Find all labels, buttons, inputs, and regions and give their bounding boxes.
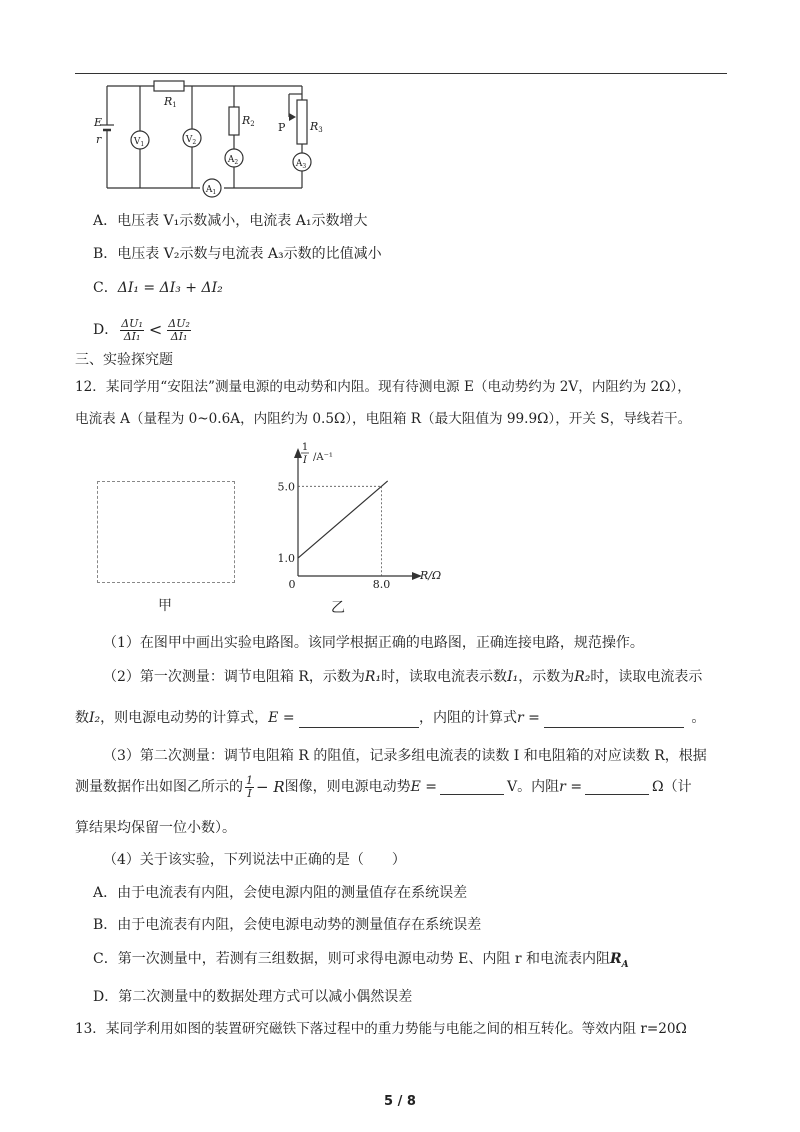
fig-yi-chart [268,440,448,595]
symbol-R1: R₁ [364,669,382,685]
label-R2: R2 [242,114,255,128]
meter-V2: $V_2$ [185,135,197,146]
origin-label: 0 [288,578,296,591]
q12-part4: （4）关于该实验，下列说法中正确的是（ ） [103,852,406,868]
q11-option-b: B．电压表 V₂示数与电流表 A₃示数的比值减小 [93,246,382,262]
minus-R: − R [256,778,285,796]
E-formula-blank[interactable] [299,713,419,728]
q12-option-c: C．第一次测量中，若测有三组数据，则可求得电源电动势 E、内阻 r 和电流表内阻$R_A$ [93,951,629,970]
circuit-diagram [92,80,342,200]
q11-option-a: A．电压表 V₁示数减小，电流表 A₁示数增大 [93,213,368,229]
q12-part1: （1）在图甲中画出实验电路图。该同学根据正确的电路图，正确连接电路，规范操作。 [103,635,644,651]
page-number: 5 / 8 [384,1094,416,1109]
q11-option-d [93,312,193,348]
q11-option-d-frac-left: ΔU₁ ΔI₁ [121,316,143,343]
y-tick-label-5: 5.0 [277,480,295,494]
q12-option-d: D．第二次测量中的数据处理方式可以减小偶然误差 [93,989,413,1005]
meter-A2: $A_2$ [227,155,239,166]
one-over-I-fraction: 1 I [246,773,253,800]
slider-arrow [289,113,296,121]
q11-option-d-frac-right: ΔU₂ ΔI₁ [168,316,190,343]
meter-V1: $V_1$ [133,137,145,148]
y-axis-arrow [294,448,302,458]
label-R1: R1 [164,95,177,109]
meter-A3: $A_3$ [295,159,307,170]
r-value-blank[interactable] [585,780,649,795]
y-axis-label-den: I [303,455,307,466]
symbol-R2: R₂ [574,669,591,685]
E-value-blank[interactable] [440,780,504,795]
q11-option-c [93,278,223,298]
q13-stem: 13．某同学利用如图的装置研究磁铁下落过程中的重力势能与电能之间的相互转化。等效内阻 r=20Ω [75,1021,687,1037]
symbol-I1: I₁ [507,669,519,685]
q12-part3-line1: （3）第二次测量：调节电阻箱 R 的阻值，记录多组电流表的读数 I 和电阻箱的对应读数 R，根据 [103,748,707,764]
q12-option-a: A．由于电流表有内阻，会使电源内阻的测量值存在系统误差 [93,885,468,901]
q12-part3-line3: 算结果均保留一位小数）。 [75,820,236,836]
fig-jia-caption: 甲 [158,598,172,614]
q11-option-c-label: C． [93,280,118,296]
meter-A1: $A_1$ [205,185,217,196]
q11-option-c-formula: ΔI₁ = ΔI₃ + ΔI₂ [117,280,223,296]
y-axis-label-unit: /A⁻¹ [313,452,333,463]
E-value-label: E = [410,779,438,795]
section-heading: 三、实验探究题 [75,352,173,368]
r-formula-label: r = [517,710,540,726]
fig-jia-box [97,481,235,583]
fig-yi-caption: 乙 [331,600,345,616]
symbol-RA: $R_A$ [609,951,629,970]
q11-option-d-op: < [148,320,163,339]
label-r: r [96,133,102,146]
r-formula-blank[interactable] [544,713,684,728]
q12-part2-line2: 数I₂，则电源电动势的计算式，E = ，内阻的计算式r = 。 [75,710,706,726]
E-formula-label: E = [268,710,295,726]
r-value-label: r = [559,779,583,795]
label-E: E [94,116,103,129]
label-R3: R3 [310,120,323,134]
y-tick-label-1: 1.0 [277,552,295,566]
q11-option-d-label: D． [93,322,119,338]
q12-stem-line1: 12．某同学用“安阻法”测量电源的电动势和内阻。现有待测电源 E（电动势约为 2V，内阻约为 2Ω）， [75,379,691,395]
q12-part2-line1: （2）第一次测量：调节电阻箱 R，示数为R₁时，读取电流表示数I₁，示数为R₂时，读取电流表示 [103,669,703,685]
x-tick-label-8: 8.0 [372,578,391,591]
q12-stem-line2: 电流表 A（量程为 0~0.6A，内阻约为 0.5Ω），电阻箱 R（最大阻值为 99.9Ω），开关 S，导线若干。 [75,411,692,427]
symbol-I2: I₂ [89,710,101,726]
y-axis-label-num: 1 [301,442,309,453]
x-axis-label: R/Ω [420,569,442,582]
series-line [298,481,388,558]
q12-option-b: B．由于电流表有内阻，会使电源电动势的测量值存在系统误差 [93,917,482,933]
label-P: P [278,121,286,134]
q12-part3-line2: 测量数据作出如图乙所示的 1 I − R 图像，则电源电动势 E = V。内阻 r = Ω（计 [75,773,692,800]
header-rule [75,73,727,74]
